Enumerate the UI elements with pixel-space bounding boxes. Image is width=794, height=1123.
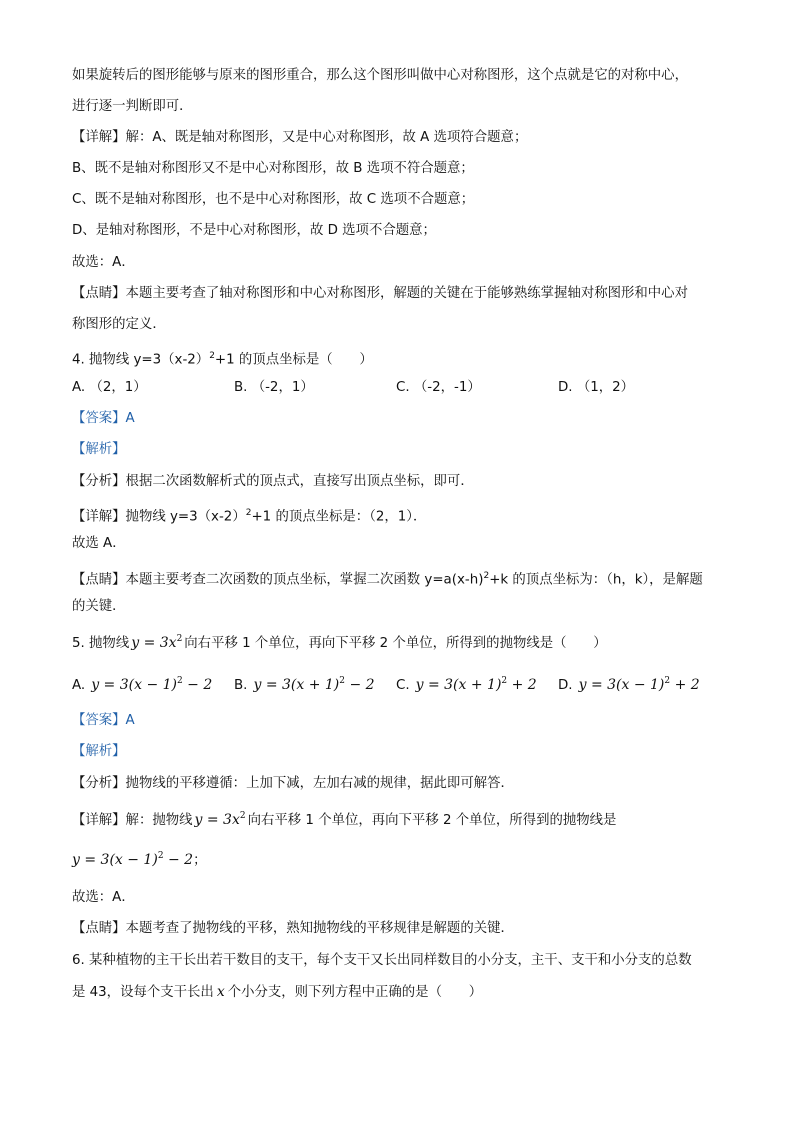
q5-guxuan: 故选：A． bbox=[72, 890, 135, 905]
q5-dianjing: 【点睛】本题考查了抛物线的平移，熟知抛物线的平移规律是解题的关键． bbox=[72, 921, 514, 936]
text-line: 进行逐一判断即可． bbox=[72, 99, 193, 114]
question-4-stem: 4. 抛物线 $y=3(x-2)^2+1$ 的顶点坐标是（ ） bbox=[72, 351, 373, 368]
q5-answer: 【答案】A bbox=[72, 713, 135, 728]
q5-analysis-label: 【解析】 bbox=[72, 744, 126, 759]
q5-option-d: D. $y = 3(x - 1)^2 + 2$ bbox=[558, 676, 700, 693]
question-6-stem-cont: 是 43，设每个支干长出 x 个小分支，则下列方程中正确的是（ ） bbox=[72, 984, 483, 1000]
q4-xiangjie: 【详解】抛物线 $y=3(x-2)^2+1$ 的顶点坐标是：（2，1）． bbox=[72, 508, 427, 525]
q4-dianjing-cont: 的关键． bbox=[72, 599, 126, 614]
text-line: 如果旋转后的图形能够与原来的图形重合，那么这个图形叫做中心对称图形，这个点就是它的对称中心， bbox=[72, 68, 688, 83]
q5-option-c: C. $y = 3(x + 1)^2 + 2$ bbox=[396, 676, 537, 693]
q4-analysis-label: 【解析】 bbox=[72, 442, 126, 457]
q5-fenxi: 【分析】抛物线的平移遵循：上加下减，左加右减的规律，据此即可解答． bbox=[72, 776, 514, 791]
text-line: 【详解】解：A、既是轴对称图形，又是中心对称图形，故 A 选项符合题意； bbox=[72, 130, 528, 145]
q4-dianjing: 【点睛】本题主要考查二次函数的顶点坐标，掌握二次函数 $y=a(x-h)^2+k$ 的顶点坐标为：（h，k），是解题 bbox=[72, 571, 703, 588]
text-line: C、既不是轴对称图形，也不是中心对称图形，故 C 选项不合题意； bbox=[72, 192, 475, 207]
q4-option-d: D. （1，2） bbox=[558, 380, 635, 395]
text-line: D、是轴对称图形，不是中心对称图形，故 D 选项不合题意； bbox=[72, 223, 436, 238]
q4-option-b: B. （-2，1） bbox=[234, 380, 314, 395]
q4-option-a: A. （2，1） bbox=[72, 380, 147, 395]
q4-guxuan: 故选 A． bbox=[72, 536, 126, 551]
text-line: B、既不是轴对称图形又不是中心对称图形，故 B 选项不符合题意； bbox=[72, 161, 474, 176]
q4-answer: 【答案】A bbox=[72, 411, 135, 426]
q5-option-b: B. $y = 3(x + 1)^2 - 2$ bbox=[234, 676, 375, 693]
q5-option-a: A. $y = 3(x - 1)^2 - 2$ bbox=[72, 676, 213, 693]
question-5-stem: 5. 抛物线 $y = 3x^2$ 向右平移 1 个单位，再向下平移 2 个单位，所得到的抛物线是（ ） bbox=[72, 634, 607, 651]
text-line: 称图形的定义． bbox=[72, 317, 166, 332]
q5-xiangjie: 【详解】解：抛物线 $y = 3x^2$ 向右平移 1 个单位，再向下平移 2 个单位，所得到的抛物线是 bbox=[72, 811, 617, 828]
q5-result: $y = 3(x - 1)^2 - 2$； bbox=[72, 851, 207, 868]
q4-option-c: C. （-2，-1） bbox=[396, 380, 481, 395]
question-6-stem: 6. 某种植物的主干长出若干数目的支干，每个支干又长出同样数目的小分支，主干、支干和小分支的总数 bbox=[72, 953, 692, 968]
q4-fenxi: 【分析】根据二次函数解析式的顶点式，直接写出顶点坐标，即可． bbox=[72, 474, 474, 489]
text-line: 【点睛】本题主要考查了轴对称图形和中心对称图形，解题的关键在于能够熟练掌握轴对称图形和中心对 bbox=[72, 286, 688, 301]
text-line: 故选：A． bbox=[72, 255, 135, 270]
